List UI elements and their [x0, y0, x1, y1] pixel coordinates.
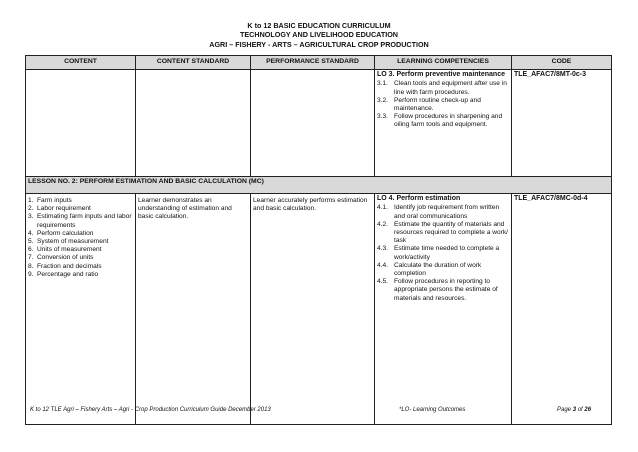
- table-row: [26, 194, 612, 425]
- performance-standard-cell: [251, 194, 375, 425]
- content-cell: [26, 70, 136, 177]
- performance-standard-cell: [251, 70, 375, 177]
- list-item: 3.3. Follow procedures in sharpening and oiling farm tools and equipment.: [377, 113, 503, 129]
- column-header-content-standard: CONTENT STANDARD: [136, 56, 251, 70]
- performance-standard-text: Learner accurately performs estimation and basic calculation.: [253, 197, 368, 213]
- list-item: 4.5. Follow procedures in reporting to appropriate persons the estimate of materials and resources.: [377, 278, 498, 302]
- column-header-code: CODE: [512, 56, 612, 70]
- curriculum-table: [25, 55, 612, 425]
- list-item: 3. Estimating farm inputs and labor requirements: [28, 213, 132, 229]
- content-cell: [26, 194, 136, 425]
- content-standard-cell: [136, 194, 251, 425]
- list-item: 6. Units of measurement: [28, 246, 102, 254]
- list-item: 8. Fraction and decimals: [28, 262, 102, 270]
- list-item: 7. Conversion of units: [28, 254, 94, 262]
- column-header-performance-standard: PERFORMANCE STANDARD: [251, 56, 375, 70]
- list-item: 4.2. Estimate the quantity of materials and resources required to complete a work/ task: [377, 220, 508, 245]
- content-standard-text: Learner demonstrates an understanding of estimation and basic calculation.: [138, 197, 232, 221]
- footer-page-number: Page 3 of 26: [557, 407, 592, 413]
- column-header-content: CONTENT: [26, 56, 136, 70]
- list-item: 5. System of measurement: [28, 238, 109, 246]
- list-item: 4. Perform calculation: [28, 229, 94, 237]
- list-item: 4.3. Estimate time needed to complete a work/activity: [377, 245, 500, 261]
- content-list: [28, 197, 133, 279]
- footer-guide-title: K to 12 TLE Agri – Fishery Arts – Agri - Crop Production Curriculum Guide December 2013: [30, 407, 271, 413]
- learning-outcome-title: LO 3. Perform preventive maintenance: [377, 71, 505, 78]
- document-header: [0, 21, 638, 49]
- list-item: 1. Farm inputs: [28, 197, 72, 204]
- list-item: 3.1. Clean tools and equipment after use in line with farm procedures.: [377, 80, 507, 96]
- competency-list: [377, 80, 509, 129]
- header-course-title: AGRI – FISHERY - ARTS – AGRICULTURAL CROP PRODUCTION: [209, 39, 429, 49]
- header-subject-title: TECHNOLOGY AND LIVELIHOOD EDUCATION: [240, 30, 398, 40]
- list-item: 9. Percentage and ratio: [28, 270, 99, 278]
- code-cell: TLE_AFAC7/8MT-0c-3: [512, 70, 612, 177]
- table-header-row: [26, 56, 612, 70]
- code-cell: TLE_AFAC7/8MC-0d-4: [512, 194, 612, 425]
- list-item: 2. Labor requirement: [28, 205, 91, 213]
- footer-note: *LO- Learning Outcomes: [399, 407, 466, 413]
- content-standard-cell: [136, 70, 251, 177]
- lesson-row: [26, 177, 612, 194]
- header-curriculum-title: K to 12 BASIC EDUCATION CURRICULUM: [247, 21, 391, 30]
- table-row: [26, 70, 612, 177]
- learning-competencies-cell: [375, 70, 512, 177]
- list-item: 3.2. Perform routine check-up and maintenance.: [377, 96, 481, 113]
- learning-outcome-title: LO 4. Perform estimation: [377, 195, 461, 202]
- lesson-title: LESSON NO. 2: PERFORM ESTIMATION AND BASIC CALCULATION (MC): [26, 177, 612, 194]
- competency-list: [377, 204, 509, 302]
- column-header-learning-competencies: LEARNING COMPETENCIES: [375, 56, 512, 70]
- list-item: 4.4. Calculate the duration of work completion: [377, 261, 482, 278]
- learning-competencies-cell: [375, 194, 512, 425]
- list-item: 4.1. Identify job requirement from written and oral communications: [377, 204, 500, 220]
